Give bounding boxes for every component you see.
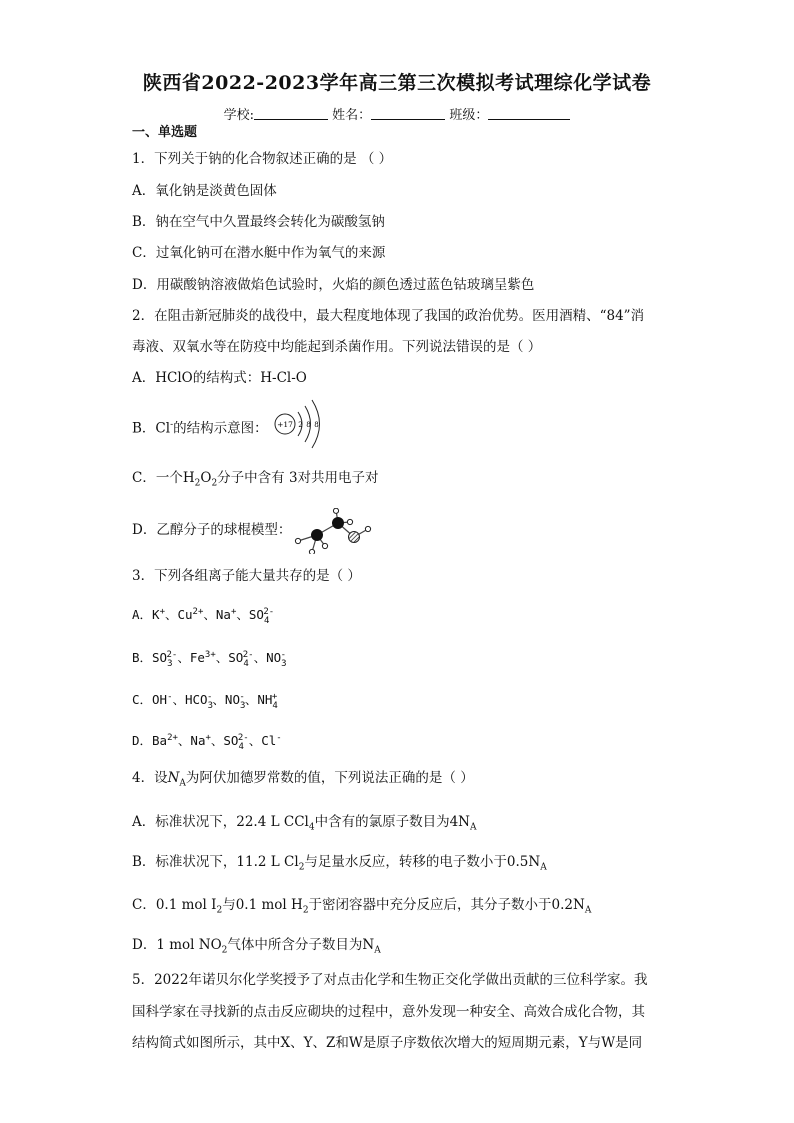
name-label: 姓名： [332,108,372,123]
hydrogen-atom [333,508,338,513]
name-blank[interactable] [371,107,445,120]
q5-line3: 结构简式如图所示，其中X、Y、Z和W是原子序数依次增大的短周期元素，Y与W是同 [132,1035,643,1051]
q3-option-b: B．$SO_3^{2-}$、$Fe^{3+}$、$SO_4^{2-}$、$NO_3^-$ [132,650,287,669]
q4-option-c: C．0.1 mol $I_2$与0.1 mol $H_2$于密闭容器中充分反应后，其分子数小于$0.2N_A$ [132,897,592,916]
q2-c-o: O [200,470,212,486]
carbon-atom-2 [332,517,344,529]
section-heading: 一、单选题 [132,125,198,140]
q2-b-prefix: B．Cl [132,420,171,437]
q1-option-b: B．钠在空气中久置最终会转化为碳酸氢钠 [132,214,385,230]
q1-option-c: C．过氧化钠可在潜水艇中作为氧气的来源 [132,245,386,261]
shell-2-electrons: 8 [306,421,311,429]
q2-option-a: A．HClO的结构式：H-Cl-O [132,370,307,386]
q2-option-b [132,416,268,438]
q4-option-d: D．1 mol $NO_2$气体中所含分子数目为$N_A$ [132,937,381,956]
school-label: 学校: [223,108,255,123]
school-blank[interactable] [254,107,328,120]
class-blank[interactable] [488,107,570,120]
q2-b-charge: - [170,420,174,430]
q4-option-b: B．标准状况下，11.2 L $Cl_2$与足量水反应，转移的电子数小于$0.5N_A$ [132,854,547,873]
q1-stem: 1．下列关于钠的化合物叙述正确的是 （ ） [132,151,393,167]
q2-stem-line2: 毒液、双氧水等在防疫中均能起到杀菌作用。下列说法错误的是（ ） [132,339,542,355]
q1-option-a: A．氧化钠是淡黄色固体 [132,183,277,199]
q3-stem: 3．下列各组离子能大量共存的是（ ） [132,568,361,584]
chloride-ion-diagram [272,396,328,452]
q4-option-a: A．标准状况下，22.4 L CCl$_4$中含有的氯原子数目为$4N_A$ [132,814,477,833]
q3-option-d: D．$Ba^{2+}$、Na+、$SO_4^{2-}$、Cl- [132,733,282,752]
exam-title: 陕西省2022-2023学年高三第三次模拟考试理综化学试卷 [142,72,652,94]
q5-line2: 国科学家在寻找新的点击反应砌块的过程中，意外发现一种安全、高效合成化合物，其 [132,1004,645,1020]
shell-3-electrons: 8 [314,421,319,429]
hydrogen-atom [309,549,314,554]
q4-stem: 4．设$N_A$为阿伏加德罗常数的值，下列说法正确的是（ ） [132,770,474,789]
class-label: 班级： [449,108,489,123]
q2-c-suffix: 分子中含有 3对共用电子对 [217,470,379,486]
hydrogen-atom [322,543,327,548]
q5-line1: 5．2022年诺贝尔化学奖授予了对点击化学和生物正交化学做出贡献的三位科学家。我 [132,972,648,988]
q3-option-a: A．K+、$Cu^{2+}$、Na+、$SO_4^{2-}$ [132,607,275,626]
q2-option-d: D．乙醇分子的球棍模型： [132,522,292,538]
hydrogen-atom [365,526,370,531]
hydrogen-atom [295,538,300,543]
q2-c-h: H [182,470,195,486]
q2-stem-line1: 2．在阻击新冠肺炎的战役中，最大程度地体现了我国的政治优势。医用酒精、“84”消 [132,308,645,324]
oxygen-atom [349,532,360,543]
carbon-atom-1 [311,529,323,541]
ethanol-ball-stick-model [290,508,376,554]
nucleus-charge: +17 [277,420,293,429]
q2-c-sub1: 2 [194,478,201,489]
q1-option-d: D．用碳酸钠溶液做焰色试验时，火焰的颜色透过蓝色钴玻璃呈紫色 [132,277,535,293]
hydrogen-atom [347,519,352,524]
q3-option-c: C．OH-、$HCO_3^-$、$NO_3^-$、$NH_4^+$ [132,692,278,711]
q2-option-c [132,469,379,493]
q2-c-prefix: C．一个 [132,470,183,486]
student-info-row [0,104,794,123]
shell-1-electrons: 2 [298,421,303,429]
q2-c-sub2: 2 [211,478,218,489]
q2-b-suffix: 的结构示意图： [173,420,268,437]
